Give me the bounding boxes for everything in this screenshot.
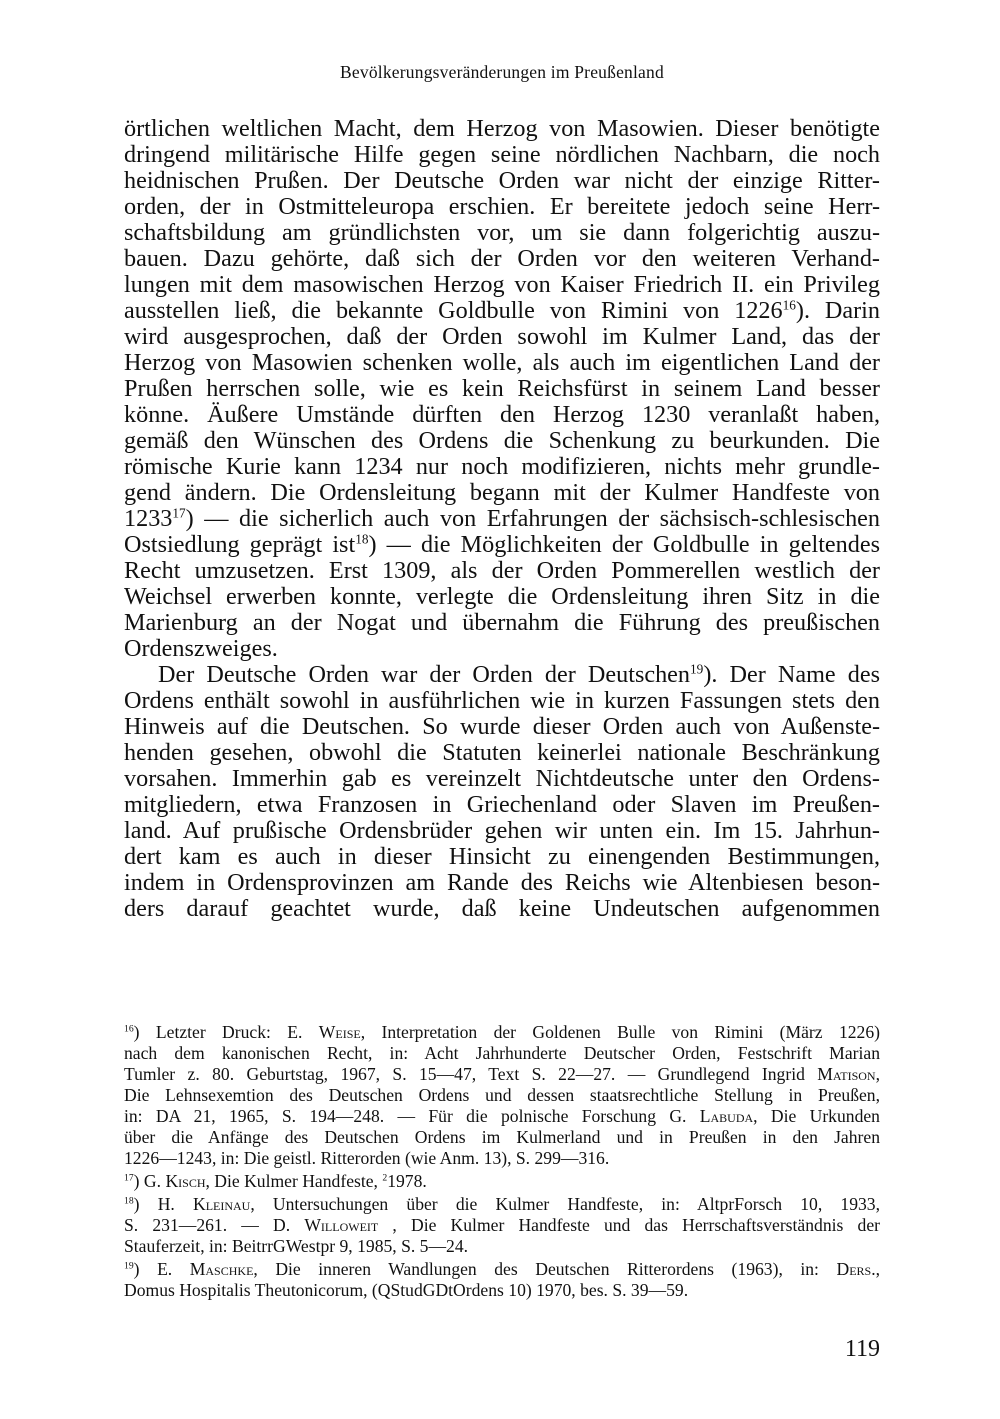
text-line: Hinweis auf die Deutschen. So wurde dieser Orden auch von Außenste- — [124, 713, 880, 740]
running-header: Bevölkerungsveränderungen im Preußenland — [340, 62, 664, 82]
text-line: mitgliedern, etwa Franzosen in Griechenland oder Slaven im Preußen- — [124, 791, 880, 818]
text-line: örtlichen weltlichen Macht, dem Herzog von Masowien. Dieser benötigte — [124, 115, 880, 142]
footnote-line: S. 231—261. — D. Willoweit , Die Kulmer Handfeste und das Herrschaftsverständnis der — [124, 1215, 880, 1235]
text-line: Marienburg an der Nogat und übernahm die Führung des preußischen — [124, 609, 880, 636]
text-line: könne. Äußere Umstände dürften den Herzog 1230 veranlaßt haben, — [124, 401, 880, 428]
text-line: römische Kurie kann 1234 nur noch modifizieren, nichts mehr grundle- — [124, 453, 880, 480]
text-line: gend ändern. Die Ordensleitung begann mit der Kulmer Handfeste von — [124, 479, 880, 506]
text-line: land. Auf prußische Ordensbrüder gehen wir unten ein. Im 15. Jahrhun- — [124, 817, 880, 844]
footnote-line: Tumler z. 80. Geburtstag, 1967, S. 15—47, Text S. 22—27. — Grundlegend Ingrid Matison, — [124, 1064, 880, 1084]
text-line: 1233$^{17}$) — die sicherlich auch von Erfahrungen der sächsisch-schlesischen — [124, 505, 880, 532]
text-line: henden gesehen, obwohl die Statuten keinerlei nationale Beschränkung — [124, 739, 880, 766]
text-line: Ordens enthält sowohl in ausführlichen wie in kurzen Fassungen stets den — [124, 687, 880, 714]
footnote-line: Stauferzeit, in: BeitrrGWestpr 9, 1985, S. 5—24. — [124, 1236, 469, 1256]
text-line: dert kam es auch in dieser Hinsicht zu einengenden Bestimmungen, — [124, 843, 880, 870]
text-line: bauen. Dazu gehörte, daß sich der Orden vor den weiteren Verhand- — [124, 245, 880, 272]
text-line: ders darauf geachtet wurde, daß keine Undeutschen aufgenommen — [124, 895, 880, 922]
text-line: Der Deutsche Orden war der Orden der Deutschen$^{19}$). Der Name des — [158, 661, 880, 688]
text-line: gemäß den Wünschen des Ordens die Schenkung zu beurkunden. Die — [124, 427, 880, 454]
footnote-line: 1226—1243, in: Die geistl. Ritterorden (wie Anm. 13), S. 299—316. — [124, 1148, 610, 1168]
footnote-line: in: DA 21, 1965, S. 194—248. — Für die polnische Forschung G. Labuda, Die Urkunden — [124, 1106, 880, 1126]
text-line: Weichsel erwerben konnte, verlegte die Ordensleitung ihren Sitz in die — [124, 583, 880, 610]
footnote-ref-17[interactable]: 17 — [172, 505, 186, 521]
footnote-17: $^{17}$) G. Kisch, Die Kulmer Handfeste, $^2$1978. — [124, 1171, 427, 1191]
text-line: ausstellen ließ, die bekannte Goldbulle von Rimini von 1226$^{16}$). Darin — [124, 297, 880, 324]
footnote-ref-19[interactable]: 19 — [690, 661, 704, 677]
text-line: Recht umzusetzen. Erst 1309, als der Orden Pommerellen westlich der — [124, 557, 880, 584]
footnote-line: Die Lehnsexemtion des Deutschen Ordens und dessen staatsrechtliche Stellung in Preußen, — [124, 1085, 880, 1105]
text-line: orden, der in Ostmitteleuropa erschien. Er bereitete jedoch seine Herr- — [124, 193, 880, 220]
footnote-line: nach dem kanonischen Recht, in: Acht Jahrhunderte Deutscher Orden, Festschrift Marian — [124, 1043, 880, 1063]
footnote-18: $^{18}$) H. Kleinau, Untersuchungen über die Kulmer Handfeste, in: AltprForsch 10, 1933, — [124, 1194, 881, 1214]
footnote-ref-16[interactable]: 16 — [782, 297, 796, 313]
text-line: wird ausgesprochen, daß der Orden sowohl im Kulmer Land, das der — [124, 323, 880, 350]
text-line: vorsahen. Immerhin gab es vereinzelt Nichtdeutsche unter den Ordens- — [124, 765, 880, 792]
text-line: Herzog von Masowien schenken wolle, als auch im eigentlichen Land der — [124, 349, 880, 376]
footnote-16: $^{16}$) Letzter Druck: E. Weise, Interpretation der Goldenen Bulle von Rimini (März 1226) — [124, 1022, 881, 1042]
text-line: Ordenszweiges. — [124, 635, 278, 662]
text-line: Prußen herrschen solle, wie es kein Reichsfürst in seinem Land besser — [124, 375, 880, 402]
text-line: lungen mit dem masowischen Herzog von Kaiser Friedrich II. ein Privileg — [124, 271, 880, 298]
text-line: heidnischen Prußen. Der Deutsche Orden war nicht der einzige Ritter- — [124, 167, 880, 194]
text-line: indem in Ordensprovinzen am Rande des Reichs wie Altenbiesen beson- — [124, 869, 880, 896]
footnote-19: $^{19}$) E. Maschke, Die inneren Wandlungen des Deutschen Ritterordens (1963), in: Ders., — [124, 1259, 880, 1279]
footnote-ref-18[interactable]: 18 — [355, 531, 369, 547]
page-number: 119 — [844, 1336, 880, 1362]
text-line: dringend militärische Hilfe gegen seine nördlichen Nachbarn, die noch — [124, 141, 880, 168]
text-line: schaftsbildung am gründlichsten vor, um sie dann folgerichtig auszu- — [124, 219, 880, 246]
footnote-line: über die Anfänge des Deutschen Ordens im Kulmerland und in Preußen in den Jahren — [124, 1127, 880, 1147]
footnote-line: Domus Hospitalis Theutonicorum, (QStudGDtOrdens 10) 1970, bes. S. 39—59. — [124, 1280, 689, 1300]
text-line: Ostsiedlung geprägt ist$^{18}$) — die Möglichkeiten der Goldbulle in geltendes — [124, 531, 880, 558]
